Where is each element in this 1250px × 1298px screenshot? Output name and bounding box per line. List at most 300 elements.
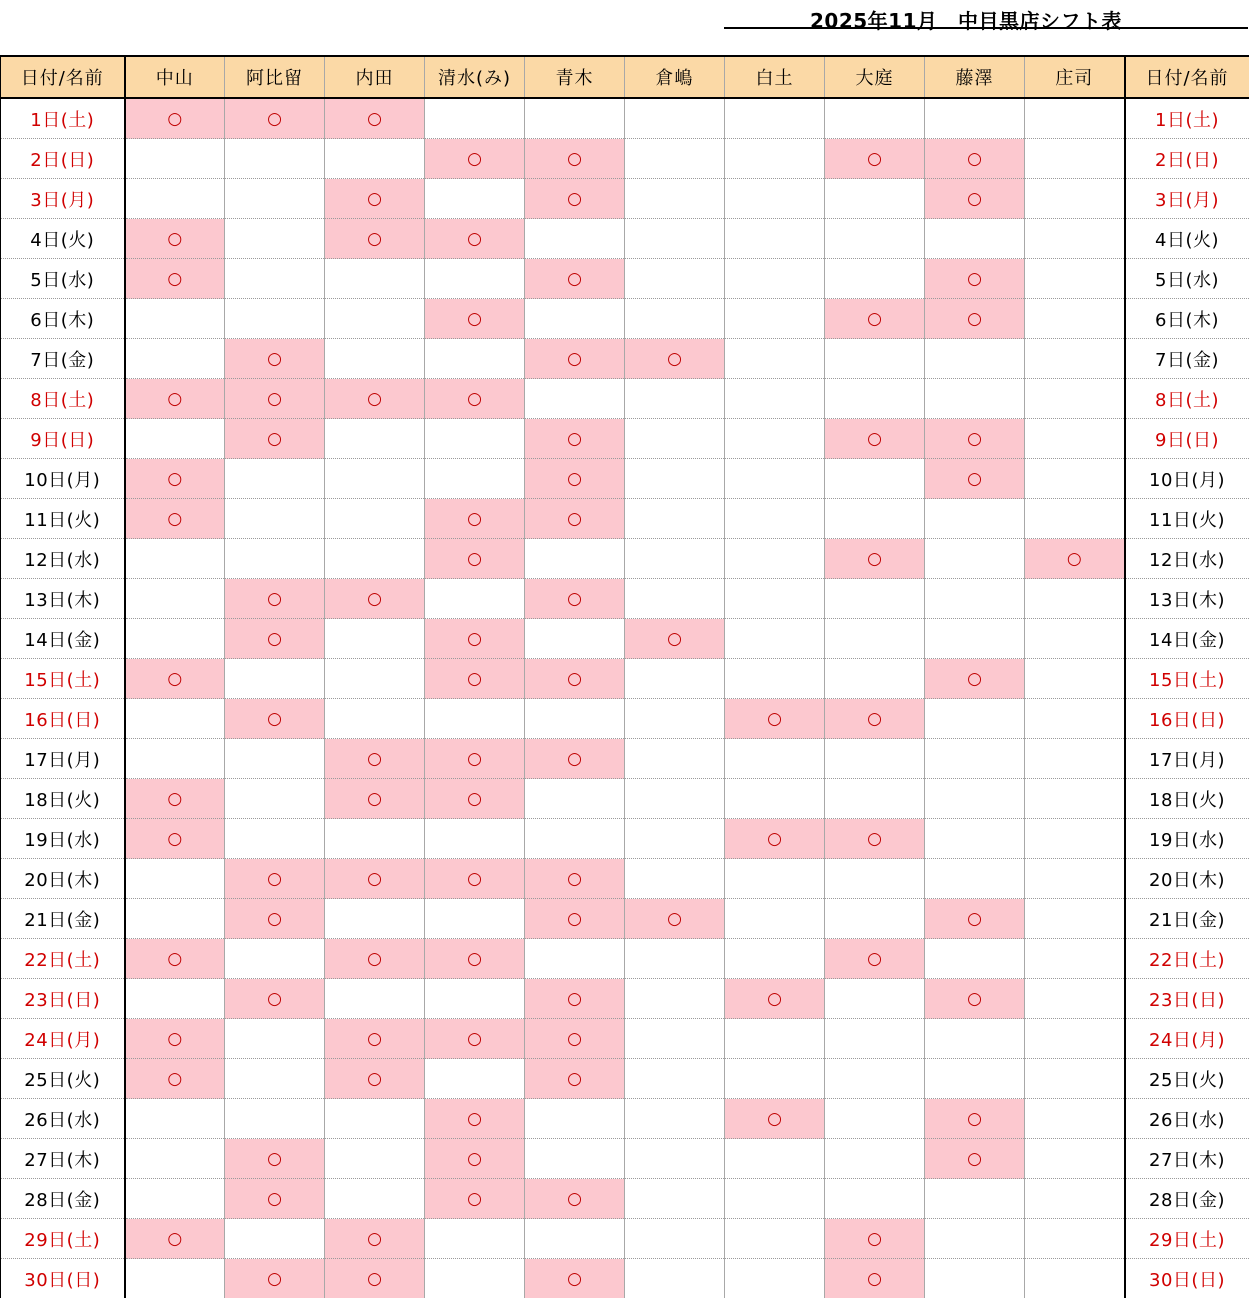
shift-cell-on[interactable]: ○	[325, 579, 425, 619]
shift-cell-on[interactable]: ○	[825, 419, 925, 459]
shift-cell-empty[interactable]	[325, 299, 425, 339]
shift-cell-empty[interactable]	[925, 939, 1025, 979]
shift-cell-empty[interactable]	[625, 1099, 725, 1139]
shift-cell-on[interactable]: ○	[525, 139, 625, 179]
date-cell[interactable]: 4日(火)	[1, 219, 125, 259]
shift-cell-empty[interactable]	[1025, 1099, 1125, 1139]
shift-cell-empty[interactable]	[625, 299, 725, 339]
shift-cell-empty[interactable]	[1025, 1059, 1125, 1099]
shift-cell-on[interactable]: ○	[625, 339, 725, 379]
shift-cell-empty[interactable]	[125, 739, 225, 779]
date-cell[interactable]: 28日(金)	[1125, 1179, 1249, 1219]
shift-cell-empty[interactable]	[425, 1219, 525, 1259]
date-cell[interactable]: 12日(水)	[1, 539, 125, 579]
shift-cell-on[interactable]: ○	[325, 779, 425, 819]
shift-cell-on[interactable]: ○	[125, 939, 225, 979]
shift-cell-empty[interactable]	[625, 1019, 725, 1059]
shift-cell-on[interactable]: ○	[225, 899, 325, 939]
shift-cell-on[interactable]: ○	[1025, 539, 1125, 579]
shift-cell-empty[interactable]	[725, 539, 825, 579]
shift-cell-on[interactable]: ○	[925, 139, 1025, 179]
shift-cell-on[interactable]: ○	[425, 779, 525, 819]
shift-cell-empty[interactable]	[625, 939, 725, 979]
shift-cell-empty[interactable]	[725, 619, 825, 659]
shift-cell-empty[interactable]	[925, 1259, 1025, 1298]
shift-cell-empty[interactable]	[125, 579, 225, 619]
shift-cell-empty[interactable]	[625, 419, 725, 459]
shift-cell-empty[interactable]	[525, 98, 625, 139]
shift-cell-on[interactable]: ○	[325, 98, 425, 139]
date-cell[interactable]: 9日(日)	[1125, 419, 1249, 459]
shift-cell-on[interactable]: ○	[125, 98, 225, 139]
date-cell[interactable]: 17日(月)	[1, 739, 125, 779]
shift-cell-empty[interactable]	[325, 259, 425, 299]
date-cell[interactable]: 15日(土)	[1, 659, 125, 699]
shift-cell-on[interactable]: ○	[525, 419, 625, 459]
shift-cell-on[interactable]: ○	[125, 779, 225, 819]
shift-cell-empty[interactable]	[225, 1099, 325, 1139]
shift-cell-empty[interactable]	[725, 379, 825, 419]
shift-cell-empty[interactable]	[525, 819, 625, 859]
shift-cell-on[interactable]: ○	[125, 1059, 225, 1099]
shift-cell-empty[interactable]	[1025, 219, 1125, 259]
shift-cell-on[interactable]: ○	[225, 1259, 325, 1298]
date-cell[interactable]: 20日(木)	[1, 859, 125, 899]
shift-cell-empty[interactable]	[725, 259, 825, 299]
date-cell[interactable]: 2日(日)	[1125, 139, 1249, 179]
shift-cell-empty[interactable]	[625, 219, 725, 259]
date-cell[interactable]: 21日(金)	[1, 899, 125, 939]
shift-cell-on[interactable]: ○	[425, 1019, 525, 1059]
date-cell[interactable]: 16日(日)	[1125, 699, 1249, 739]
shift-cell-empty[interactable]	[525, 619, 625, 659]
shift-cell-empty[interactable]	[625, 859, 725, 899]
date-cell[interactable]: 9日(日)	[1, 419, 125, 459]
shift-cell-on[interactable]: ○	[425, 939, 525, 979]
shift-cell-on[interactable]: ○	[125, 259, 225, 299]
shift-cell-empty[interactable]	[225, 299, 325, 339]
shift-cell-empty[interactable]	[825, 499, 925, 539]
shift-cell-on[interactable]: ○	[425, 299, 525, 339]
shift-cell-on[interactable]: ○	[525, 1179, 625, 1219]
shift-cell-empty[interactable]	[925, 1059, 1025, 1099]
shift-cell-empty[interactable]	[625, 139, 725, 179]
shift-cell-empty[interactable]	[825, 1179, 925, 1219]
shift-cell-empty[interactable]	[325, 979, 425, 1019]
date-cell[interactable]: 30日(日)	[1, 1259, 125, 1298]
shift-cell-empty[interactable]	[125, 1139, 225, 1179]
shift-cell-empty[interactable]	[1025, 499, 1125, 539]
shift-cell-empty[interactable]	[225, 259, 325, 299]
shift-cell-empty[interactable]	[725, 859, 825, 899]
shift-cell-on[interactable]: ○	[525, 1059, 625, 1099]
date-cell[interactable]: 1日(土)	[1, 98, 125, 139]
date-cell[interactable]: 23日(日)	[1, 979, 125, 1019]
shift-cell-empty[interactable]	[625, 379, 725, 419]
shift-cell-empty[interactable]	[825, 219, 925, 259]
date-cell[interactable]: 2日(日)	[1, 139, 125, 179]
shift-cell-on[interactable]: ○	[225, 379, 325, 419]
shift-cell-on[interactable]: ○	[225, 98, 325, 139]
date-cell[interactable]: 18日(火)	[1, 779, 125, 819]
shift-cell-empty[interactable]	[225, 739, 325, 779]
shift-cell-empty[interactable]	[925, 339, 1025, 379]
date-cell[interactable]: 1日(土)	[1125, 98, 1249, 139]
date-cell[interactable]: 7日(金)	[1125, 339, 1249, 379]
shift-cell-empty[interactable]	[325, 339, 425, 379]
shift-cell-empty[interactable]	[925, 1179, 1025, 1219]
shift-cell-on[interactable]: ○	[325, 1019, 425, 1059]
date-cell[interactable]: 8日(土)	[1, 379, 125, 419]
date-cell[interactable]: 3日(月)	[1, 179, 125, 219]
shift-cell-empty[interactable]	[125, 539, 225, 579]
shift-cell-empty[interactable]	[525, 779, 625, 819]
shift-cell-empty[interactable]	[525, 699, 625, 739]
date-cell[interactable]: 7日(金)	[1, 339, 125, 379]
date-cell[interactable]: 13日(木)	[1, 579, 125, 619]
date-cell[interactable]: 29日(土)	[1125, 1219, 1249, 1259]
shift-cell-on[interactable]: ○	[425, 139, 525, 179]
shift-cell-empty[interactable]	[325, 699, 425, 739]
shift-cell-empty[interactable]	[125, 1259, 225, 1298]
shift-cell-on[interactable]: ○	[825, 299, 925, 339]
shift-cell-empty[interactable]	[925, 619, 1025, 659]
date-cell[interactable]: 3日(月)	[1125, 179, 1249, 219]
shift-cell-on[interactable]: ○	[825, 699, 925, 739]
shift-cell-empty[interactable]	[925, 499, 1025, 539]
date-cell[interactable]: 30日(日)	[1125, 1259, 1249, 1298]
shift-cell-on[interactable]: ○	[125, 219, 225, 259]
date-cell[interactable]: 25日(火)	[1, 1059, 125, 1099]
shift-cell-on[interactable]: ○	[425, 859, 525, 899]
shift-cell-empty[interactable]	[625, 179, 725, 219]
shift-cell-empty[interactable]	[125, 339, 225, 379]
shift-cell-empty[interactable]	[225, 779, 325, 819]
shift-cell-empty[interactable]	[225, 139, 325, 179]
shift-cell-empty[interactable]	[225, 819, 325, 859]
shift-cell-empty[interactable]	[1025, 899, 1125, 939]
shift-cell-empty[interactable]	[525, 1219, 625, 1259]
shift-cell-empty[interactable]	[225, 1019, 325, 1059]
shift-cell-empty[interactable]	[825, 259, 925, 299]
date-cell[interactable]: 24日(月)	[1125, 1019, 1249, 1059]
shift-cell-empty[interactable]	[1025, 259, 1125, 299]
date-cell[interactable]: 5日(水)	[1125, 259, 1249, 299]
shift-cell-on[interactable]: ○	[825, 1219, 925, 1259]
shift-cell-empty[interactable]	[425, 259, 525, 299]
shift-cell-on[interactable]: ○	[525, 859, 625, 899]
shift-cell-empty[interactable]	[625, 1179, 725, 1219]
date-cell[interactable]: 22日(土)	[1, 939, 125, 979]
shift-cell-empty[interactable]	[425, 979, 525, 1019]
shift-cell-empty[interactable]	[1025, 619, 1125, 659]
shift-cell-empty[interactable]	[825, 739, 925, 779]
shift-cell-on[interactable]: ○	[925, 179, 1025, 219]
shift-cell-empty[interactable]	[825, 98, 925, 139]
shift-cell-empty[interactable]	[925, 379, 1025, 419]
shift-cell-on[interactable]: ○	[625, 899, 725, 939]
shift-cell-empty[interactable]	[825, 1019, 925, 1059]
shift-cell-empty[interactable]	[125, 859, 225, 899]
shift-cell-on[interactable]: ○	[525, 739, 625, 779]
shift-cell-empty[interactable]	[1025, 779, 1125, 819]
date-cell[interactable]: 13日(木)	[1125, 579, 1249, 619]
shift-cell-on[interactable]: ○	[425, 1139, 525, 1179]
shift-cell-on[interactable]: ○	[425, 219, 525, 259]
shift-cell-empty[interactable]	[625, 659, 725, 699]
shift-cell-on[interactable]: ○	[225, 859, 325, 899]
shift-cell-empty[interactable]	[725, 659, 825, 699]
shift-cell-empty[interactable]	[725, 98, 825, 139]
shift-cell-empty[interactable]	[725, 419, 825, 459]
shift-cell-on[interactable]: ○	[925, 299, 1025, 339]
shift-cell-empty[interactable]	[425, 699, 525, 739]
shift-cell-empty[interactable]	[1025, 1219, 1125, 1259]
date-cell[interactable]: 4日(火)	[1125, 219, 1249, 259]
shift-cell-empty[interactable]	[825, 579, 925, 619]
shift-cell-empty[interactable]	[925, 1219, 1025, 1259]
shift-cell-on[interactable]: ○	[325, 1059, 425, 1099]
shift-cell-on[interactable]: ○	[225, 1139, 325, 1179]
shift-cell-on[interactable]: ○	[625, 619, 725, 659]
shift-cell-empty[interactable]	[425, 899, 525, 939]
shift-cell-empty[interactable]	[425, 98, 525, 139]
shift-cell-empty[interactable]	[725, 1059, 825, 1099]
shift-cell-empty[interactable]	[525, 219, 625, 259]
shift-cell-on[interactable]: ○	[425, 379, 525, 419]
shift-cell-empty[interactable]	[225, 179, 325, 219]
shift-cell-empty[interactable]	[325, 499, 425, 539]
shift-cell-empty[interactable]	[425, 419, 525, 459]
shift-cell-on[interactable]: ○	[725, 1099, 825, 1139]
shift-cell-empty[interactable]	[1025, 1019, 1125, 1059]
shift-cell-empty[interactable]	[825, 339, 925, 379]
shift-cell-on[interactable]: ○	[125, 1219, 225, 1259]
shift-cell-on[interactable]: ○	[925, 1099, 1025, 1139]
shift-cell-on[interactable]: ○	[425, 739, 525, 779]
shift-cell-empty[interactable]	[1025, 179, 1125, 219]
shift-cell-empty[interactable]	[1025, 139, 1125, 179]
shift-cell-on[interactable]: ○	[925, 979, 1025, 1019]
shift-cell-empty[interactable]	[625, 1139, 725, 1179]
shift-cell-empty[interactable]	[325, 899, 425, 939]
date-cell[interactable]: 8日(土)	[1125, 379, 1249, 419]
shift-cell-empty[interactable]	[1025, 939, 1125, 979]
shift-cell-empty[interactable]	[525, 1139, 625, 1179]
shift-cell-empty[interactable]	[225, 459, 325, 499]
shift-cell-empty[interactable]	[125, 619, 225, 659]
shift-cell-on[interactable]: ○	[525, 659, 625, 699]
shift-cell-empty[interactable]	[625, 579, 725, 619]
shift-cell-empty[interactable]	[225, 1059, 325, 1099]
shift-cell-on[interactable]: ○	[525, 339, 625, 379]
shift-cell-empty[interactable]	[225, 539, 325, 579]
shift-cell-empty[interactable]	[425, 579, 525, 619]
shift-cell-on[interactable]: ○	[925, 259, 1025, 299]
shift-cell-empty[interactable]	[725, 579, 825, 619]
shift-cell-empty[interactable]	[725, 1219, 825, 1259]
shift-cell-on[interactable]: ○	[925, 419, 1025, 459]
shift-cell-empty[interactable]	[225, 1219, 325, 1259]
shift-cell-on[interactable]: ○	[525, 1259, 625, 1298]
shift-cell-on[interactable]: ○	[425, 1179, 525, 1219]
date-cell[interactable]: 14日(金)	[1125, 619, 1249, 659]
shift-cell-empty[interactable]	[625, 979, 725, 1019]
shift-cell-on[interactable]: ○	[325, 1259, 425, 1298]
shift-cell-on[interactable]: ○	[525, 579, 625, 619]
shift-cell-empty[interactable]	[825, 899, 925, 939]
shift-cell-on[interactable]: ○	[125, 819, 225, 859]
shift-cell-on[interactable]: ○	[525, 259, 625, 299]
shift-cell-empty[interactable]	[825, 1059, 925, 1099]
shift-cell-empty[interactable]	[525, 299, 625, 339]
date-cell[interactable]: 26日(水)	[1, 1099, 125, 1139]
date-cell[interactable]: 24日(月)	[1, 1019, 125, 1059]
date-cell[interactable]: 10日(月)	[1, 459, 125, 499]
shift-cell-empty[interactable]	[225, 219, 325, 259]
shift-cell-empty[interactable]	[725, 219, 825, 259]
shift-cell-empty[interactable]	[725, 739, 825, 779]
shift-cell-empty[interactable]	[825, 979, 925, 1019]
date-cell[interactable]: 10日(月)	[1125, 459, 1249, 499]
shift-cell-empty[interactable]	[425, 179, 525, 219]
shift-cell-empty[interactable]	[1025, 98, 1125, 139]
shift-cell-empty[interactable]	[925, 819, 1025, 859]
date-cell[interactable]: 16日(日)	[1, 699, 125, 739]
shift-cell-empty[interactable]	[925, 859, 1025, 899]
shift-cell-on[interactable]: ○	[725, 699, 825, 739]
shift-cell-on[interactable]: ○	[725, 819, 825, 859]
date-cell[interactable]: 18日(火)	[1125, 779, 1249, 819]
shift-cell-on[interactable]: ○	[125, 499, 225, 539]
shift-cell-on[interactable]: ○	[925, 1139, 1025, 1179]
shift-cell-on[interactable]: ○	[125, 659, 225, 699]
shift-cell-empty[interactable]	[625, 1259, 725, 1298]
shift-cell-empty[interactable]	[925, 739, 1025, 779]
date-cell[interactable]: 11日(火)	[1125, 499, 1249, 539]
shift-cell-on[interactable]: ○	[525, 899, 625, 939]
shift-cell-empty[interactable]	[925, 699, 1025, 739]
date-cell[interactable]: 14日(金)	[1, 619, 125, 659]
shift-cell-empty[interactable]	[1025, 459, 1125, 499]
date-cell[interactable]: 12日(水)	[1125, 539, 1249, 579]
shift-cell-empty[interactable]	[825, 859, 925, 899]
shift-cell-empty[interactable]	[1025, 1139, 1125, 1179]
shift-cell-empty[interactable]	[125, 979, 225, 1019]
shift-cell-empty[interactable]	[825, 379, 925, 419]
shift-cell-empty[interactable]	[625, 739, 725, 779]
shift-cell-on[interactable]: ○	[125, 379, 225, 419]
shift-cell-on[interactable]: ○	[225, 579, 325, 619]
date-cell[interactable]: 15日(土)	[1125, 659, 1249, 699]
shift-cell-on[interactable]: ○	[225, 339, 325, 379]
shift-cell-on[interactable]: ○	[825, 939, 925, 979]
shift-cell-empty[interactable]	[525, 939, 625, 979]
shift-cell-empty[interactable]	[325, 619, 425, 659]
shift-cell-on[interactable]: ○	[425, 1099, 525, 1139]
shift-cell-empty[interactable]	[425, 1059, 525, 1099]
shift-cell-empty[interactable]	[325, 459, 425, 499]
date-cell[interactable]: 5日(水)	[1, 259, 125, 299]
shift-cell-empty[interactable]	[125, 299, 225, 339]
shift-cell-empty[interactable]	[625, 1219, 725, 1259]
shift-cell-empty[interactable]	[325, 139, 425, 179]
shift-cell-empty[interactable]	[1025, 579, 1125, 619]
shift-cell-on[interactable]: ○	[825, 819, 925, 859]
date-cell[interactable]: 19日(水)	[1, 819, 125, 859]
shift-cell-on[interactable]: ○	[525, 499, 625, 539]
date-cell[interactable]: 28日(金)	[1, 1179, 125, 1219]
shift-cell-empty[interactable]	[725, 339, 825, 379]
shift-cell-empty[interactable]	[1025, 419, 1125, 459]
shift-cell-empty[interactable]	[125, 139, 225, 179]
shift-cell-on[interactable]: ○	[325, 939, 425, 979]
shift-cell-empty[interactable]	[625, 499, 725, 539]
shift-cell-empty[interactable]	[825, 179, 925, 219]
shift-cell-empty[interactable]	[625, 699, 725, 739]
shift-cell-empty[interactable]	[125, 899, 225, 939]
date-cell[interactable]: 27日(木)	[1125, 1139, 1249, 1179]
shift-cell-empty[interactable]	[825, 619, 925, 659]
shift-cell-empty[interactable]	[625, 779, 725, 819]
shift-cell-empty[interactable]	[725, 139, 825, 179]
shift-cell-on[interactable]: ○	[225, 619, 325, 659]
shift-cell-empty[interactable]	[125, 1179, 225, 1219]
shift-cell-empty[interactable]	[825, 1099, 925, 1139]
shift-cell-on[interactable]: ○	[925, 899, 1025, 939]
shift-cell-empty[interactable]	[325, 1099, 425, 1139]
shift-cell-empty[interactable]	[525, 379, 625, 419]
date-cell[interactable]: 6日(木)	[1125, 299, 1249, 339]
shift-cell-empty[interactable]	[325, 1179, 425, 1219]
shift-cell-empty[interactable]	[325, 419, 425, 459]
shift-cell-on[interactable]: ○	[425, 619, 525, 659]
shift-cell-on[interactable]: ○	[525, 1019, 625, 1059]
shift-cell-on[interactable]: ○	[325, 859, 425, 899]
shift-cell-empty[interactable]	[725, 299, 825, 339]
shift-cell-empty[interactable]	[425, 819, 525, 859]
shift-cell-on[interactable]: ○	[425, 539, 525, 579]
shift-cell-empty[interactable]	[1025, 299, 1125, 339]
shift-cell-on[interactable]: ○	[225, 699, 325, 739]
shift-cell-empty[interactable]	[725, 1139, 825, 1179]
date-cell[interactable]: 26日(水)	[1125, 1099, 1249, 1139]
shift-cell-empty[interactable]	[325, 819, 425, 859]
shift-cell-on[interactable]: ○	[825, 139, 925, 179]
shift-cell-empty[interactable]	[625, 1059, 725, 1099]
shift-cell-empty[interactable]	[425, 459, 525, 499]
shift-cell-on[interactable]: ○	[725, 979, 825, 1019]
shift-cell-on[interactable]: ○	[225, 1179, 325, 1219]
date-cell[interactable]: 27日(木)	[1, 1139, 125, 1179]
shift-cell-empty[interactable]	[225, 659, 325, 699]
shift-cell-empty[interactable]	[1025, 979, 1125, 1019]
shift-cell-on[interactable]: ○	[925, 459, 1025, 499]
shift-cell-empty[interactable]	[1025, 659, 1125, 699]
shift-cell-on[interactable]: ○	[525, 979, 625, 1019]
shift-cell-empty[interactable]	[425, 339, 525, 379]
shift-cell-on[interactable]: ○	[425, 499, 525, 539]
shift-cell-on[interactable]: ○	[325, 219, 425, 259]
shift-cell-empty[interactable]	[1025, 379, 1125, 419]
shift-cell-empty[interactable]	[125, 179, 225, 219]
shift-cell-empty[interactable]	[225, 939, 325, 979]
shift-cell-empty[interactable]	[625, 98, 725, 139]
shift-cell-empty[interactable]	[1025, 819, 1125, 859]
shift-cell-empty[interactable]	[525, 539, 625, 579]
shift-cell-empty[interactable]	[925, 579, 1025, 619]
shift-cell-on[interactable]: ○	[825, 1259, 925, 1298]
